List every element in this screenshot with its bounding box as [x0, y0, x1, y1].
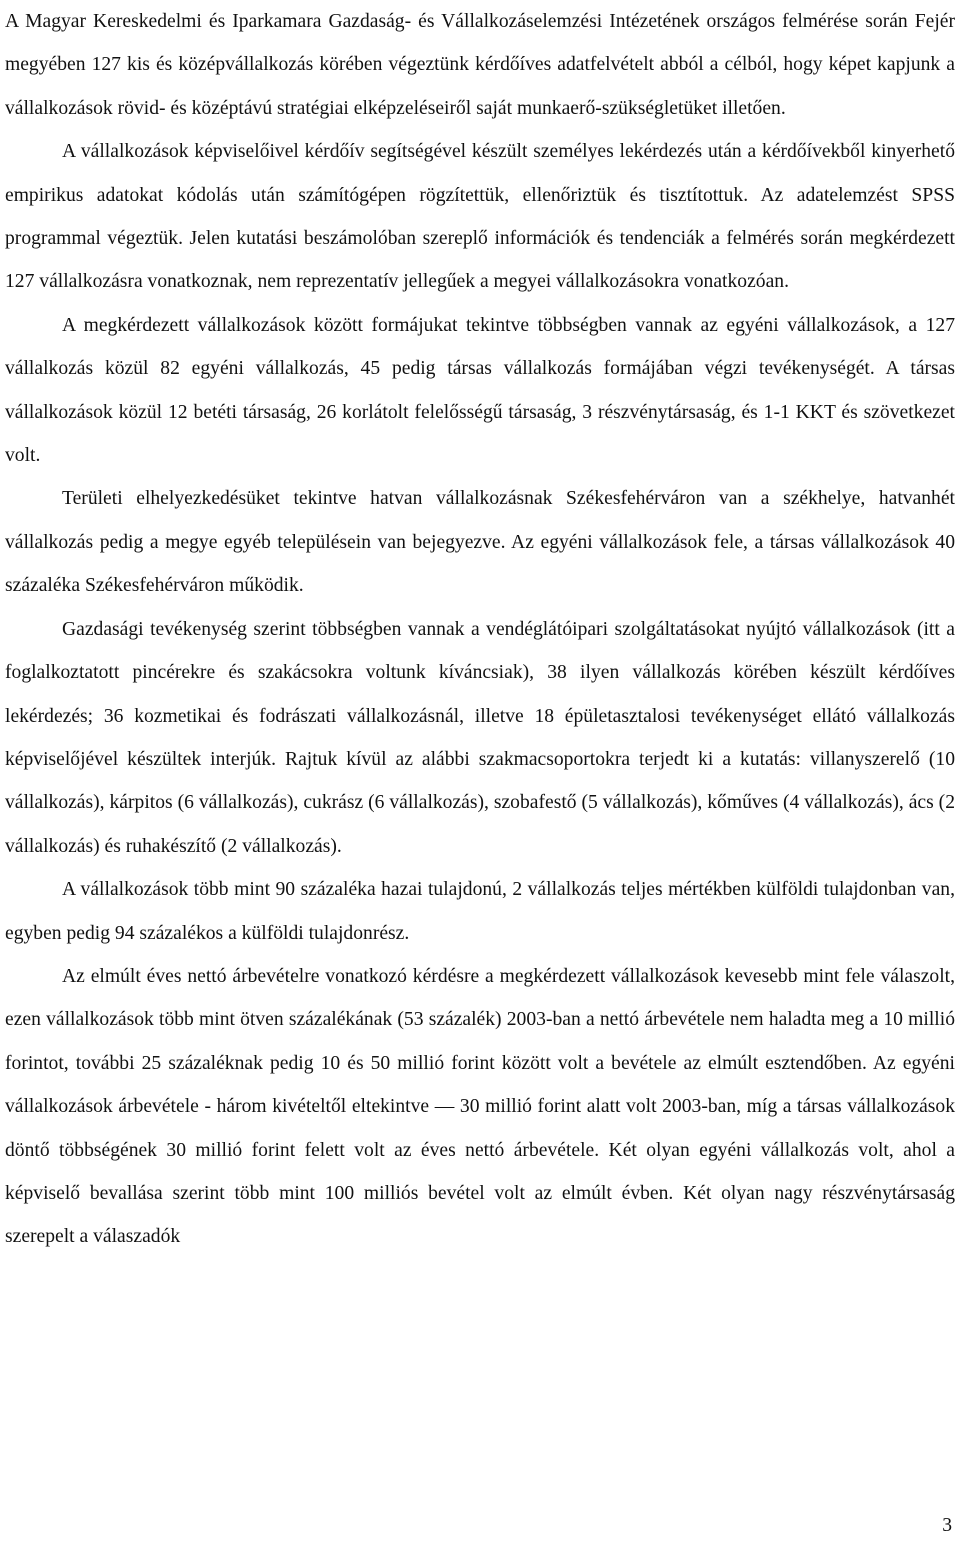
- paragraph-location: Területi elhelyezkedésüket tekintve hatvan vállalkozásnak Székesfehérváron van a székhelye, hatvanhét vállalkozás pedig a megye egyéb településein van bejegyezve. Az egyéni vállalkozások fele, a társas vállalkozások 40 százaléka Székesfehérváron működik.: [5, 488, 955, 597]
- paragraph-ownership: A vállalkozások több mint 90 százaléka hazai tulajdonú, 2 vállalkozás teljes mértékben külföldi tulajdonban van, egyben pedig 94 százalékos a külföldi tulajdonrész.: [5, 879, 955, 944]
- page-number: 3: [942, 1515, 952, 1536]
- paragraph-revenue: Az elmúlt éves nettó árbevételre vonatkozó kérdésre a megkérdezett vállalkozások kevesebb mint fele válaszolt, ezen vállalkozások több mint ötven százalékának (53 százalék) 2003-ban a nettó árbevétele nem haladta meg a 10 millió forintot, további 25 százaléknak pedig 10 és 50 millió forint között volt a bevétele az elmúlt esztendőben. Az egyéni vállalkozások árbevétele - három kivételtől eltekintve — 30 millió forint alatt volt 2003-ban, míg a társas vállalkozások döntő többségének 30 millió forint felett volt az éves nettó árbevétele. Két olyan egyéni vállalkozás volt, ahol a képviselő bevallása szerint több mint 100 milliós bevétel volt az elmúlt évben. Két olyan nagy részvénytársaság szerepelt a válaszadók: [5, 965, 955, 1248]
- paragraph-intro: A Magyar Kereskedelmi és Iparkamara Gazdaság- és Vállalkozáselemzési Intézetének országos felmérése során Fejér megyében 127 kis és középvállalkozás körében végeztünk kérdőíves adatfelvételt abból a célból, hogy képet kapjunk a vállalkozások rövid- és középtávú stratégiai elképzeléseiről saját munkaerő-szükségletüket illetően.: [5, 11, 955, 119]
- document-body: [5, 0, 955, 1259]
- paragraph-business-forms: A megkérdezett vállalkozások között formájukat tekintve többségben vannak az egyéni vállalkozások, a 127 vállalkozás közül 82 egyéni vállalkozás, 45 pedig társas vállalkozás formájában végzi tevékenységét. A társas vállalkozások közül 12 betéti társaság, 26 korlátolt felelősségű társaság, 3 részvénytársaság, és 1-1 KKT és szövetkezet volt.: [5, 314, 955, 467]
- paragraph-activity: Gazdasági tevékenység szerint többségben vannak a vendéglátóipari szolgáltatásokat nyújtó vállalkozások (itt a foglalkoztatott pincérekre és szakácsokra voltunk kíváncsiak), 38 ilyen vállalkozás körében készült kérdőíves lekérdezés; 36 kozmetikai és fodrászati vállalkozásnál, illetve 18 épületasztalosi tevékenységet ellátó vállalkozás képviselőjével készültek interjúk. Rajtuk kívül az alábbi szakmacsoportokra terjedt ki a kutatás: villanyszerelő (10 vállalkozás), kárpitos (6 vállalkozás), cukrász (6 vállalkozás), szobafestő (5 vállalkozás), kőműves (4 vállalkozás), ács (2 vállalkozás) és ruhakészítő (2 vállalkozás).: [5, 618, 955, 857]
- paragraph-methodology: A vállalkozások képviselőivel kérdőív segítségével készült személyes lekérdezés után a kérdőívekből kinyerhető empirikus adatokat kódolás után számítógépen rögzítettük, ellenőriztük és tisztítottuk. Az adatelemzést SPSS programmal végeztük. Jelen kutatási beszámolóban szereplő információk és tendenciák a felmérés során megkérdezett 127 vállalkozásra vonatkoznak, nem reprezentatív jellegűek a megyei vállalkozásokra vonatkozóan.: [5, 141, 955, 293]
